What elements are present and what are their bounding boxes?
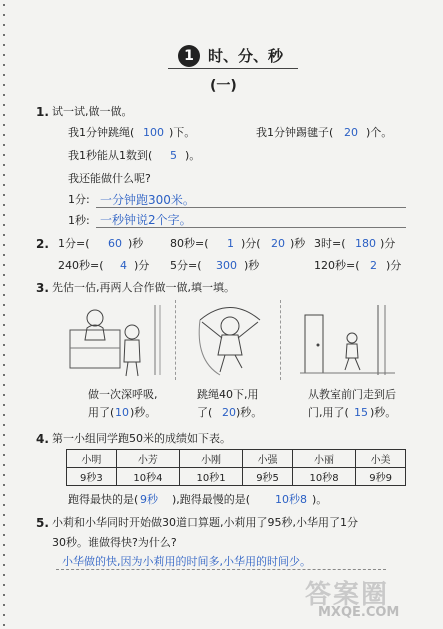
q2-r1c2-answer1: 1 [227, 237, 234, 250]
q4-answer-line-pre: 跑得最快的是( [68, 493, 139, 506]
q3-item1-post: )秒。 [130, 406, 157, 419]
q1-line2-pre: 我1分钟踢毽子( [256, 126, 334, 139]
q3-item2-line1: 跳绳40下,用 [197, 388, 259, 401]
table-cell: 10秒4 [116, 468, 179, 486]
table-cell: 小丽 [292, 450, 355, 468]
breathing-doctor-icon [60, 300, 175, 380]
q2-r1c2: 80秒=( [170, 237, 209, 250]
q3-item1-line1: 做一次深呼吸, [88, 388, 158, 401]
q5-answer-line [56, 569, 386, 570]
q1-line3-post: )。 [185, 149, 201, 162]
q1-line4: 我还能做什么呢? [68, 172, 151, 185]
q3-item1-pre: 用了( [88, 406, 115, 419]
q1-minute-line [96, 207, 406, 208]
q2-r2c3-unit: )分 [386, 259, 402, 272]
q2-r2c2-unit: )秒 [244, 259, 260, 272]
q3-item2-answer: 20 [222, 406, 236, 419]
q3-number: 3. [36, 281, 49, 295]
q5-answer: 小华做的快,因为小莉用的时间多,小华用的时间少。 [62, 555, 311, 568]
q2-r1c1-unit: )秒 [128, 237, 144, 250]
q2-r2c2: 5分=( [170, 259, 202, 272]
table-cell: 小强 [243, 450, 293, 468]
q2-r2c2-answer: 300 [216, 259, 237, 272]
illustration-rope-jump [180, 300, 281, 380]
chapter-title-underline [168, 68, 298, 69]
table-cell: 9秒5 [243, 468, 293, 486]
q2-number: 2. [36, 237, 49, 251]
table-cell: 9秒9 [356, 468, 406, 486]
section-label: (一) [210, 78, 237, 94]
q1-minute-label: 1分: [68, 193, 90, 206]
chapter-number-badge: 1 [178, 45, 200, 67]
q4-results-table [66, 449, 406, 486]
q3-item2-pre: 了( [197, 406, 213, 419]
q2-r1c1: 1分=( [58, 237, 90, 250]
q2-r1c1-answer: 60 [108, 237, 122, 250]
q3-item3-line1: 从教室前门走到后 [308, 388, 396, 401]
q4-answer-line-mid: ),跑得最慢的是( [172, 493, 251, 506]
q5-prompt-line1: 小莉和小华同时开始做30道口算题,小莉用了95秒,小华用了1分 [52, 516, 358, 529]
binding-edge [2, 0, 6, 629]
table-header-row [67, 450, 406, 468]
q1-second-answer: 一秒钟说2个字。 [100, 213, 192, 227]
illustration-walking [290, 300, 400, 380]
q2-r2c1-answer: 4 [120, 259, 127, 272]
q2-r1c2-mid: )分( [241, 237, 261, 250]
q2-r1c2-answer2: 20 [271, 237, 285, 250]
watermark-url: MXQE.COM [318, 605, 400, 620]
q1-minute-answer: 一分钟跑300米。 [100, 193, 195, 207]
q1-line3-pre: 我1秒能从1数到( [68, 149, 153, 162]
q1-second-label: 1秒: [68, 214, 90, 227]
q3-item3-pre: 门,用了( [308, 406, 349, 419]
q1-number: 1. [36, 105, 49, 119]
q2-r1c3-unit: )分 [380, 237, 396, 250]
q3-item3-answer: 15 [354, 406, 368, 419]
q1-line1-post: )下。 [169, 126, 196, 139]
q1-answer-count: 5 [170, 149, 177, 162]
table-cell: 小芳 [116, 450, 179, 468]
q3-item1-answer: 10 [115, 406, 129, 419]
q1-prompt: 试一试,做一做。 [52, 105, 133, 118]
q4-fastest-answer: 9秒 [140, 493, 158, 506]
q3-item3-post: )秒。 [370, 406, 397, 419]
q2-r1c3-answer: 180 [355, 237, 376, 250]
q5-number: 5. [36, 516, 49, 530]
table-cell: 10秒8 [292, 468, 355, 486]
q1-answer-jump: 100 [143, 126, 164, 139]
table-cell: 10秒1 [179, 468, 242, 486]
table-cell: 小美 [356, 450, 406, 468]
watermark-logo: 答案圈 [305, 580, 390, 610]
q2-r2c3: 120秒=( [314, 259, 360, 272]
q4-slowest-answer: 10秒8 [275, 493, 307, 506]
q3-item2-post: )秒。 [236, 406, 263, 419]
table-cell: 小刚 [179, 450, 242, 468]
q5-prompt-line2: 30秒。谁做得快?为什么? [52, 536, 177, 549]
q1-line1-pre: 我1分钟跳绳( [68, 126, 135, 139]
q2-r2c1-unit: )分 [134, 259, 150, 272]
table-row [67, 468, 406, 486]
jump-rope-girl-icon [180, 300, 280, 380]
q2-r2c1: 240秒=( [58, 259, 104, 272]
walking-boy-door-icon [290, 300, 400, 380]
q2-r1c3: 3时=( [314, 237, 346, 250]
q3-prompt: 先估一估,再两人合作做一做,填一填。 [52, 281, 235, 294]
q4-prompt: 第一小组同学跑50米的成绩如下表。 [52, 432, 231, 445]
q4-number: 4. [36, 432, 49, 446]
q2-r2c3-answer: 2 [370, 259, 377, 272]
q1-answer-kick: 20 [344, 126, 358, 139]
q2-r1c2-unit: )秒 [290, 237, 306, 250]
q4-answer-line-post: )。 [312, 493, 328, 506]
table-cell: 9秒3 [67, 468, 117, 486]
q1-second-line [96, 227, 406, 228]
table-cell: 小明 [67, 450, 117, 468]
q1-line2-post: )个。 [366, 126, 393, 139]
illustration-breathing [60, 300, 176, 380]
chapter-title: 时、分、秒 [208, 47, 284, 65]
